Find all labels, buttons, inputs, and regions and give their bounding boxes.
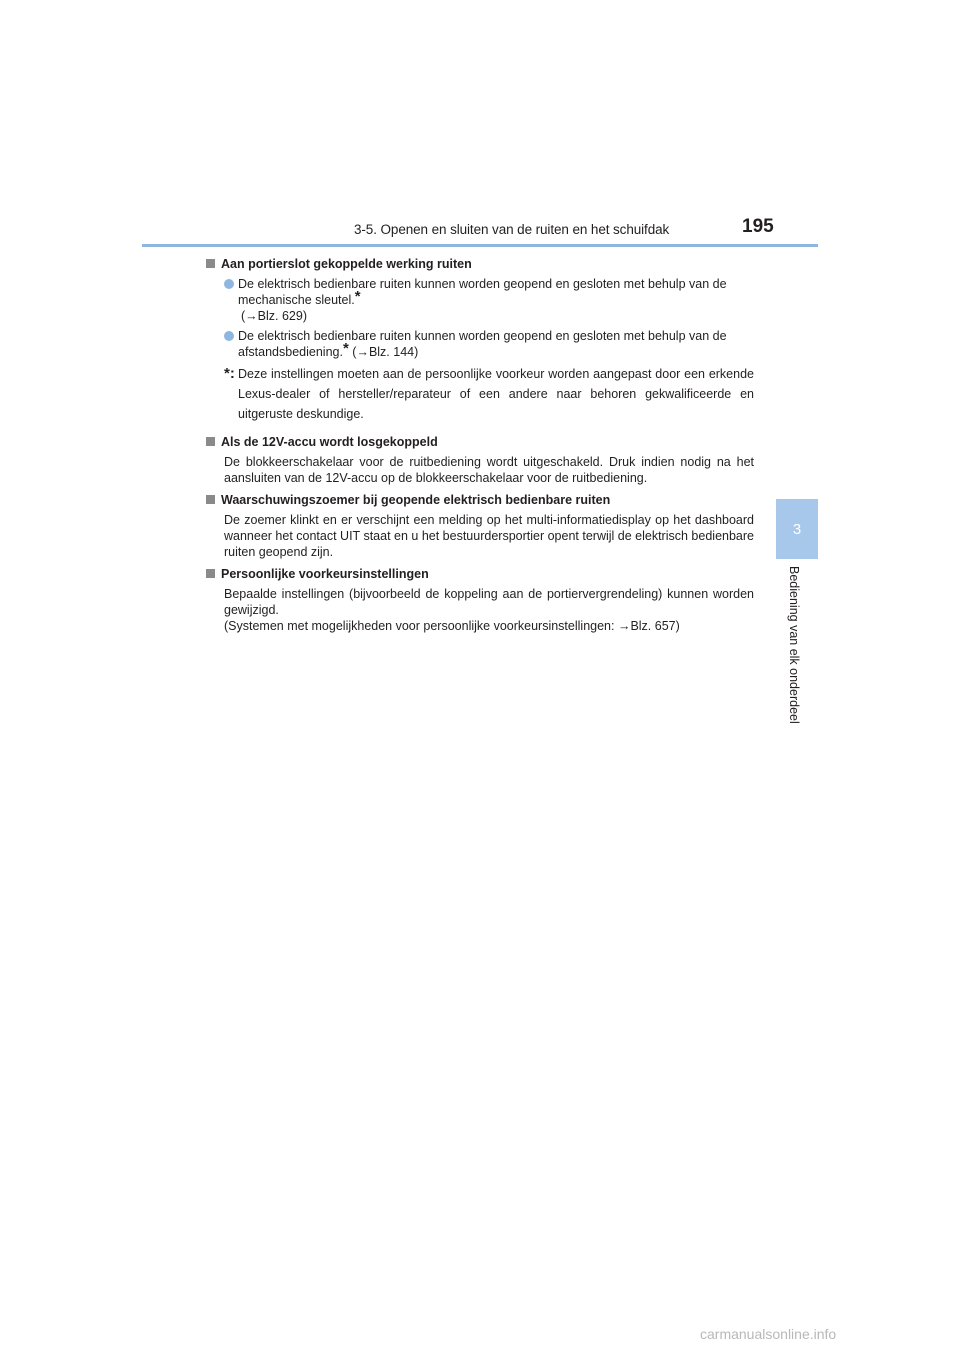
section-title [206, 256, 754, 272]
section-title-text: Aan portierslot gekoppelde werking ruiten [221, 257, 472, 271]
square-bullet-icon [206, 259, 215, 268]
section-window-lock-link [206, 256, 754, 424]
watermark: carmanualsonline.info [700, 1326, 837, 1342]
list-item [206, 276, 754, 324]
page-reference-link[interactable]: (→Blz. 629) [241, 309, 307, 323]
section-title-text: Als de 12V-accu wordt losgekoppeld [221, 435, 438, 449]
footnote-mark: * [354, 288, 361, 305]
square-bullet-icon [206, 495, 215, 504]
chapter-label: Bediening van elk onderdeel [787, 566, 801, 724]
section-warning-buzzer [206, 492, 754, 560]
page-reference-link[interactable]: (→Blz. 144) [352, 345, 419, 359]
section-title [206, 566, 754, 582]
footnote-mark: * [342, 340, 349, 357]
section-title [206, 434, 754, 450]
square-bullet-icon [206, 437, 215, 446]
footnote-text: Deze instellingen moeten aan de persoonlijke voorkeur worden aangepast door een erkende Lexus-dealer of hersteller/reparateur of een andere naar behoren gekwalificeerde en uitgeruste deskundige. [238, 367, 754, 421]
bullet-text: De elektrisch bedienbare ruiten kunnen worden geopend en gesloten met behulp van de afstandsbediening. [238, 329, 727, 359]
page-content [206, 256, 754, 634]
header-rule [142, 244, 818, 247]
section-title-text: Persoonlijke voorkeursinstellingen [221, 567, 429, 581]
circle-bullet-icon [224, 279, 234, 289]
circle-bullet-icon [224, 331, 234, 341]
list-item [206, 328, 754, 360]
bullet-text: De elektrisch bedienbare ruiten kunnen worden geopend en gesloten met behulp van de mechanische sleutel. [238, 277, 727, 307]
section-body: De blokkeerschakelaar voor de ruitbediening wordt uitgeschakeld. Druk indien nodig na het aansluiten van de 12V-accu op de blokkeerschakelaar voor de ruitbediening. [224, 455, 754, 485]
section-battery-disconnect [206, 434, 754, 486]
square-bullet-icon [206, 569, 215, 578]
page-header [142, 212, 818, 242]
section-body [206, 586, 754, 634]
section-personal-settings [206, 566, 754, 634]
section-title-text: Waarschuwingszoemer bij geopende elektrisch bedienbare ruiten [221, 493, 611, 507]
page-number: 195 [742, 216, 774, 237]
chapter-number: 3 [792, 520, 802, 538]
chapter-tab[interactable] [776, 499, 818, 559]
footnote-mark: *: [224, 365, 235, 382]
section-body: De zoemer klinkt en er verschijnt een melding op het multi-informatiedisplay op het dashboard wanneer het contact UIT staat en u het bestuurdersportier opent terwijl de elektrisch bedienbare ruiten geopend zijn. [224, 513, 754, 559]
footnote [206, 364, 754, 424]
header-title: 3-5. Openen en sluiten van de ruiten en het schuifdak [354, 222, 670, 237]
section-title [206, 492, 754, 508]
page-reference-link[interactable]: (Systemen met mogelijkheden voor persoonlijke voorkeursinstellingen: →Blz. 657) [224, 619, 680, 633]
section-body-text: Bepaalde instellingen (bijvoorbeeld de koppeling aan de portiervergrendeling) kunnen worden gewijzigd. [224, 587, 754, 617]
